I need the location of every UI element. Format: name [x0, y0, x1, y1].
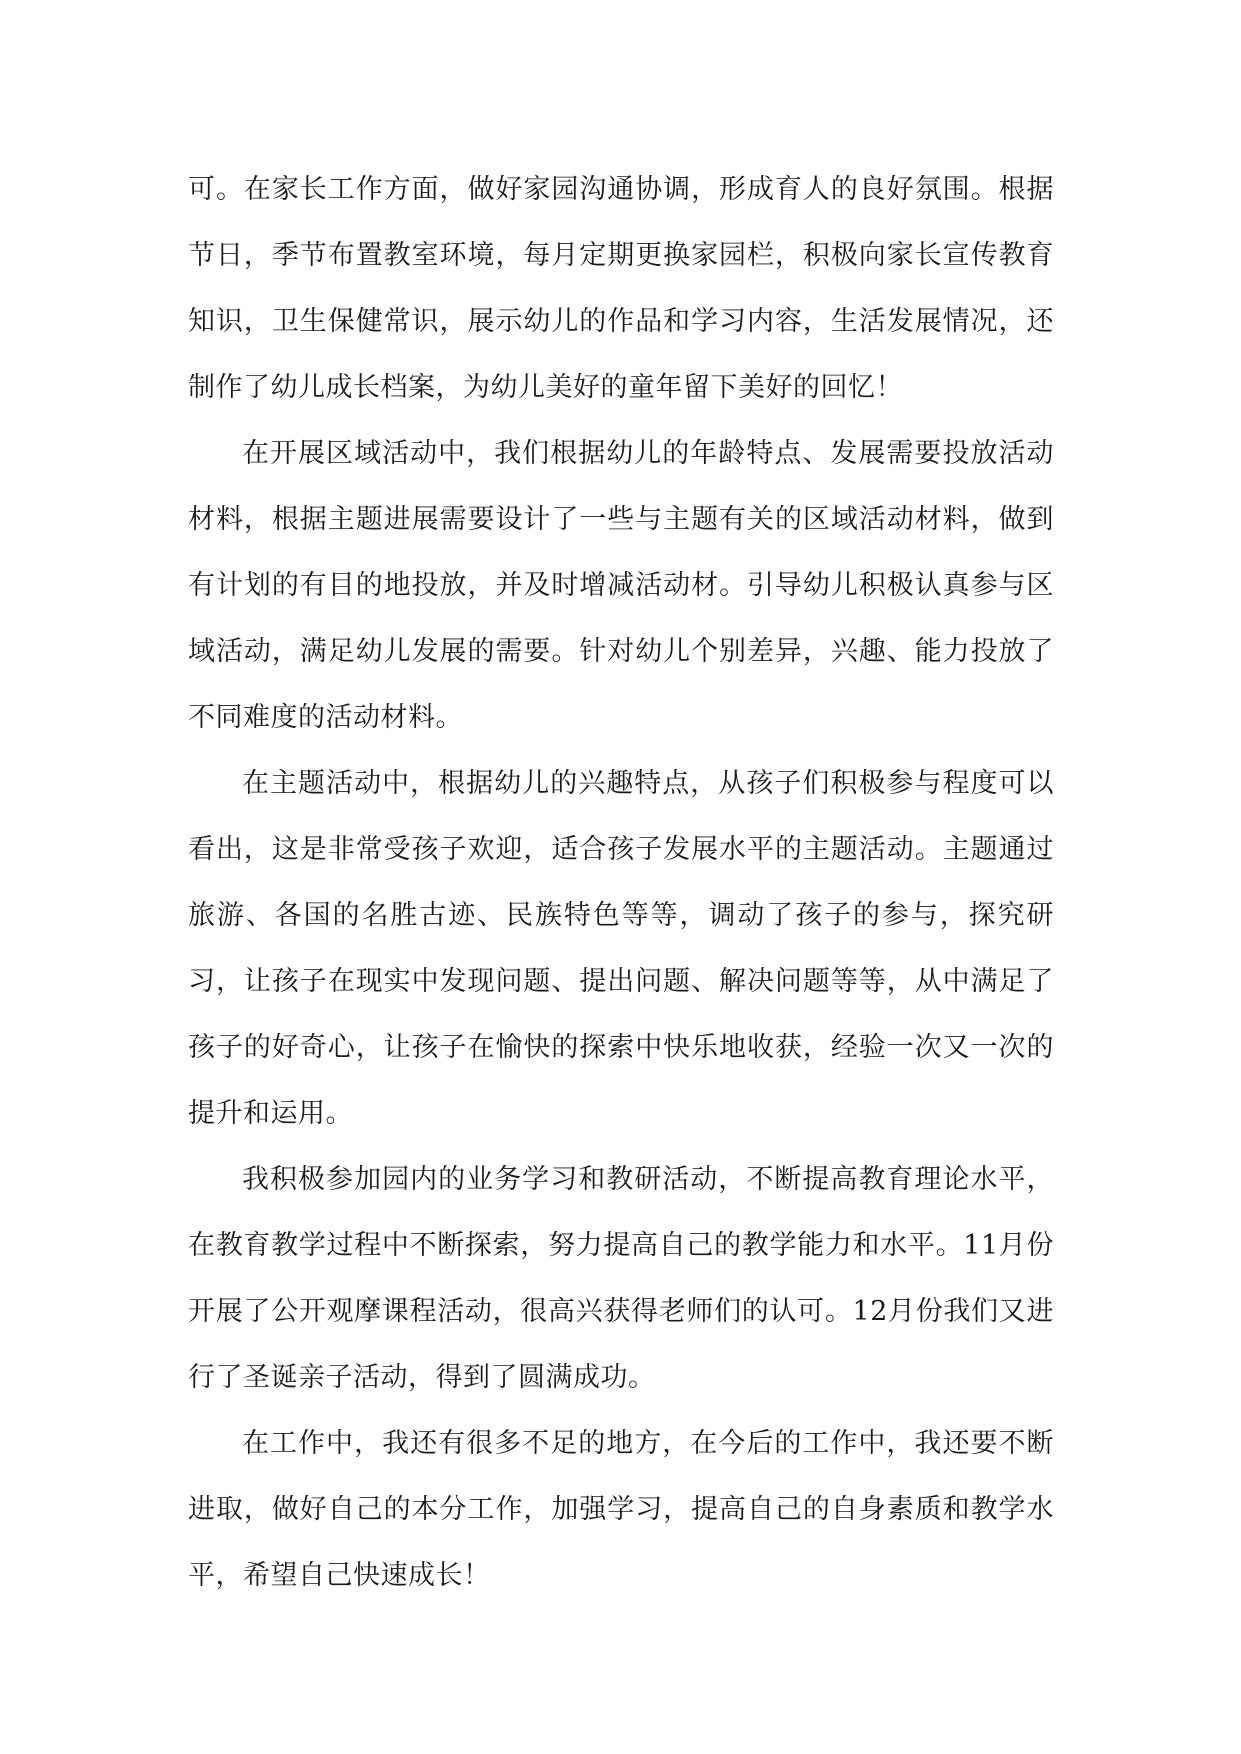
document-body	[188, 157, 1054, 1609]
paragraph-self-improvement: 在工作中，我还有很多不足的地方，在今后的工作中，我还要不断进取，做好自己的本分工作，加强学习，提高自己的自身素质和教学水平，希望自己快速成长！	[188, 1428, 1054, 1591]
paragraph-theme-activities: 在主题活动中，根据幼儿的兴趣特点，从孩子们积极参与程度可以看出，这是非常受孩子欢迎，适合孩子发展水平的主题活动。主题通过旅游、各国的名胜古迹、民族特色等等，调动了孩子的参与，探究研习，让孩子在现实中发现问题、提出问题、解决问题等等，从中满足了孩子的好奇心，让孩子在愉快的探索中快乐地收获，经验一次又一次的提升和运用。	[188, 768, 1054, 1129]
paragraph-teaching-research: 我积极参加园内的业务学习和教研活动，不断提高教育理论水平，在教育教学过程中不断探索，努力提高自己的教学能力和水平。11月份开展了公开观摩课程活动，很高兴获得老师们的认可。12月份我们又进行了圣诞亲子活动，得到了圆满成功。	[188, 1164, 1054, 1393]
paragraph-area-activities: 在开展区域活动中，我们根据幼儿的年龄特点、发展需要投放活动材料，根据主题进展需要设计了一些与主题有关的区域活动材料，做到有计划的有目的地投放，并及时增减活动材。引导幼儿积极认真参与区域活动，满足幼儿发展的需要。针对幼儿个别差异，兴趣、能力投放了不同难度的活动材料。	[188, 438, 1054, 733]
paragraph-continued: 可。在家长工作方面，做好家园沟通协调，形成育人的良好氛围。根据节日，季节布置教室环境，每月定期更换家园栏，积极向家长宣传教育知识，卫生保健常识，展示幼儿的作品和学习内容，生活发展情况，还制作了幼儿成长档案，为幼儿美好的童年留下美好的回忆！	[188, 174, 1054, 403]
